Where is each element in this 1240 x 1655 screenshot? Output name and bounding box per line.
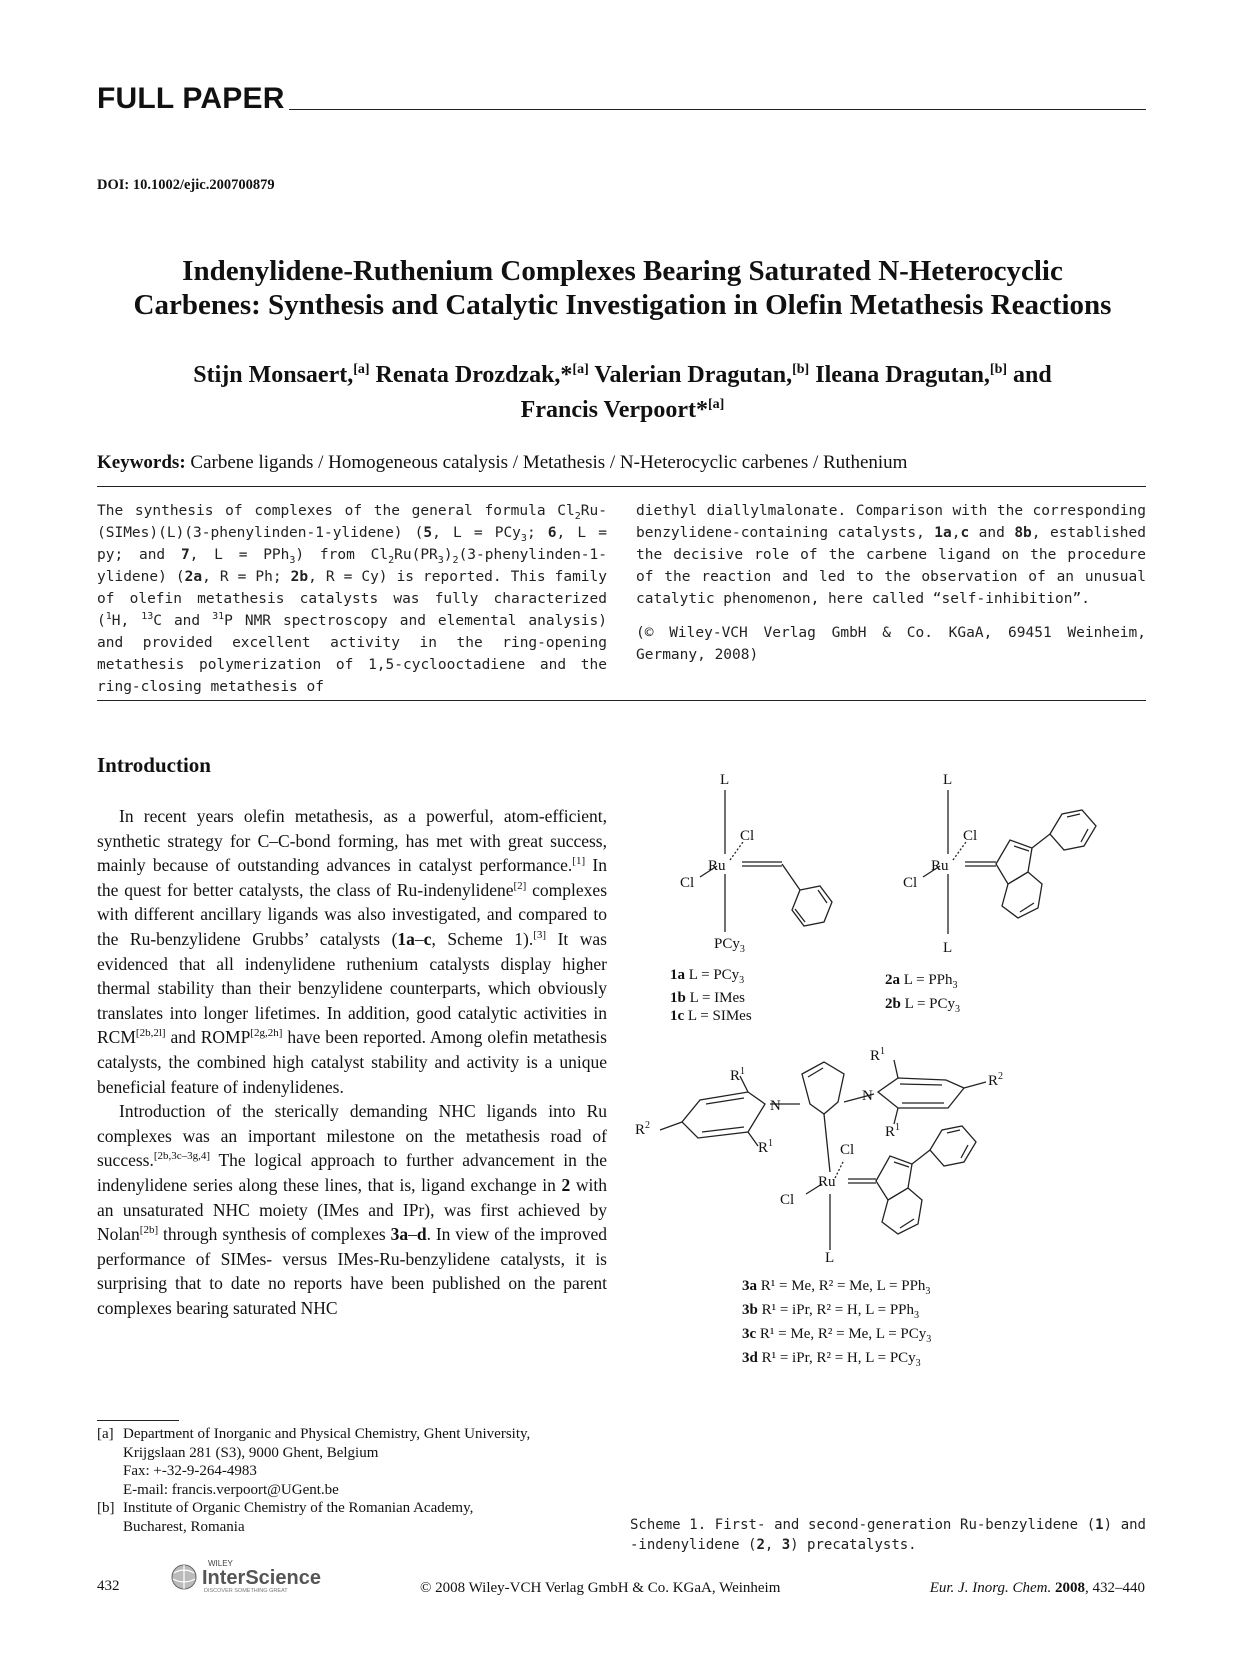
- label-Cl: Cl: [780, 1192, 795, 1208]
- doi: DOI: 10.1002/ejic.200700879: [97, 177, 275, 193]
- author: Stijn Monsaert,: [193, 362, 354, 388]
- label-Cl: Cl: [740, 828, 755, 844]
- svg-text:WILEY: WILEY: [208, 1559, 233, 1568]
- author: Renata Drozdzak,*: [369, 362, 573, 388]
- label-R2: $R^2$: [635, 1120, 651, 1138]
- footnote-email: E-mail: francis.verpoort@UGent.be: [123, 1481, 339, 1498]
- svg-text:InterScience: InterScience: [202, 1567, 321, 1589]
- journal-year: 2008: [1055, 1580, 1085, 1596]
- abstract-rule: [97, 700, 1146, 701]
- abstract-left: [97, 500, 607, 698]
- title-line-2: Carbenes: Synthesis and Catalytic Investigation in Olefin Metathesis Reactions: [133, 289, 1112, 321]
- footnote-tag: [b]: [97, 1500, 115, 1516]
- ligand-L: L: [943, 940, 953, 956]
- label-N: N: [862, 1088, 873, 1104]
- keywords-label: Keywords:: [97, 452, 186, 473]
- footnote-rule: [97, 1420, 179, 1421]
- metal-Ru: Ru: [708, 858, 726, 874]
- wiley-interscience-logo: [168, 1557, 338, 1598]
- journal-pages: , 432–440: [1085, 1580, 1145, 1596]
- metal-Ru: Ru: [818, 1174, 836, 1190]
- svg-text:DISCOVER SOMETHING GREAT: DISCOVER SOMETHING GREAT: [204, 1588, 288, 1593]
- label-R2: $R^2$: [988, 1071, 1004, 1089]
- ligand-L: L: [943, 772, 953, 788]
- footnote-b: [97, 1499, 607, 1536]
- author: Ileana Dragutan,: [809, 362, 990, 388]
- compound-2b: 2b L = PCy$_3$: [885, 996, 961, 1015]
- journal-name: Eur. J. Inorg. Chem.: [929, 1580, 1052, 1596]
- affiliation-mark: [a]: [707, 397, 725, 412]
- author: Francis Verpoort*: [520, 397, 708, 423]
- metal-Ru: Ru: [931, 858, 949, 874]
- footnote-a: [97, 1425, 607, 1499]
- label-R1: $R^1$: [870, 1046, 886, 1064]
- section-label: FULL PAPER: [97, 82, 289, 116]
- label-R1: $R^1$: [730, 1066, 746, 1084]
- paragraph: Introduction of the sterically demanding NHC ligands into Ru complexes was an important milestone on the metathesis road of success.[2b,3c–3g,4] The logical approach to further advancement in the indenylidene series along these lines, that is, ligand exchange in 2 with an unsaturated NHC moiety (IMes and IPr), was first achieved by Nolan[2b] through synthesis of complexes 3a–d. In view of the improved performance of SIMes- versus IMes-Ru-benzylidene catalysts, it is surprising that to date no reports have been published on the parent complexes bearing saturated NHC: [97, 1101, 607, 1318]
- footnote-line: Fax: +-32-9-264-4983: [123, 1463, 257, 1479]
- affiliation-mark: [a]: [353, 362, 370, 377]
- paragraph: In recent years olefin metathesis, as a powerful, atom-efficient, synthetic strategy for C–C-bond forming, has met with great success, mainly because of outstanding advances in catalyst performance.[1] In the quest for better catalysts, the class of Ru-indenylidene[2] complexes with different ancillary ligands was also investigated, and compared to the Ru-benzylidene Grubbs’ catalysts (1a–c, Scheme 1).[3] It was evidenced that all indenylidene ruthenium catalysts display higher thermal stability than their benzylidene counterparts, which obviously translates into longer lifetimes. In addition, good catalytic activities in RCM[2b,2l] and ROMP[2g,2h] have been reported. Among olefin metathesis catalysts, the combined high catalyst stability and activity is a unique beneficial feature of indenylidenes.: [97, 806, 607, 1097]
- affiliation-footnotes: [97, 1425, 607, 1536]
- scheme-1-drawing: [630, 762, 1150, 1462]
- ligand-PCy: PCy$_3$: [714, 936, 745, 955]
- compound-3a: 3a R¹ = Me, R² = Me, L = PPh$_3$: [742, 1278, 931, 1297]
- label-R1: $R^1$: [885, 1122, 901, 1140]
- abstract-right: [636, 500, 1146, 666]
- footnote-line: Institute of Organic Chemistry of the Romanian Academy,: [123, 1500, 474, 1516]
- author: Valerian Dragutan,: [588, 362, 793, 388]
- footnote-line: Bucharest, Romania: [123, 1518, 245, 1535]
- compound-2a: 2a L = PPh$_3$: [885, 972, 958, 991]
- compound-3b: 3b R¹ = iPr, R² = H, L = PPh$_3$: [742, 1302, 920, 1321]
- compound-1b: 1b L = IMes: [670, 990, 745, 1006]
- footnote-line: Krijgslaan 281 (S3), 9000 Ghent, Belgium: [123, 1444, 379, 1461]
- abstract-copyright: (© Wiley-VCH Verlag GmbH & Co. KGaA, 69451 Weinheim, Germany, 2008): [636, 625, 1146, 663]
- affiliation-mark: [b]: [989, 362, 1008, 377]
- scheme-caption: Scheme 1. First- and second-generation Ru-benzylidene (1) and -indenylidene (2, 3) precatalysts.: [630, 1517, 1146, 1553]
- label-Cl: Cl: [963, 828, 978, 844]
- label-R1: $R^1$: [758, 1138, 774, 1156]
- compound-3d: 3d R¹ = iPr, R² = H, L = PCy$_3$: [742, 1350, 921, 1369]
- affiliation-mark: [a]: [572, 362, 589, 377]
- label-Cl: Cl: [903, 875, 918, 891]
- introduction-body: [97, 804, 607, 1320]
- journal-citation: [905, 1580, 1145, 1597]
- label-Cl: Cl: [840, 1142, 855, 1158]
- compound-3c: 3c R¹ = Me, R² = Me, L = PCy$_3$: [742, 1326, 932, 1345]
- label-Cl: Cl: [680, 875, 695, 891]
- abstract-text-left: The synthesis of complexes of the general formula $Cl_2Ru-(SIMes)(L)(3-phenylinden-1-ylidene)$ (5, L = PCy$_3$; 6, L = py; and 7, L = PPh$_3$) from $Cl_2Ru(PR_3)_2(3-phenylinden-1-ylidene)$ (2a, R = Ph; 2b, R = Cy) is reported. This family of olefin metathesis catalysts was fully characterized ($^1$H, $^{13}$C and $^{31}$P NMR spectroscopy and elemental analysis) and provided excellent activity in the ring-opening metathesis polymerization of 1,5-cyclooctadiene and the ring-closing metathesis of: [97, 503, 607, 695]
- article-title: [60, 254, 1185, 322]
- page-number: 432: [97, 1578, 120, 1594]
- footer-copyright: © 2008 Wiley-VCH Verlag GmbH & Co. KGaA, Weinheim: [420, 1580, 781, 1596]
- keywords: [97, 452, 907, 474]
- keywords-list: Carbene ligands / Homogeneous catalysis / Metathesis / N-Heterocyclic carbenes / Ruthenium: [185, 452, 908, 473]
- compound-1a: 1a L = PCy$_3$: [670, 967, 745, 986]
- abstract-text-right: diethyl diallylmalonate. Comparison with the corresponding benzylidene-containing catalysts, 1a,c and 8b, established the decisive role of the carbene ligand on the procedure of the reaction and led to the observation of an unusual catalytic phenomenon, here called “self-inhibition”.: [636, 503, 1146, 607]
- footnote-line: Department of Inorganic and Physical Chemistry, Ghent University,: [123, 1426, 531, 1442]
- title-line-1: Indenylidene-Ruthenium Complexes Bearing Saturated N-Heterocyclic: [182, 255, 1063, 287]
- author-list: [60, 355, 1185, 425]
- section-heading-introduction: Introduction: [97, 753, 211, 777]
- author-conjunction: and: [1007, 362, 1052, 388]
- keywords-rule: [97, 486, 1146, 487]
- compound-1c: 1c L = SIMes: [670, 1008, 752, 1024]
- footnote-tag: [a]: [97, 1426, 114, 1442]
- scheme-1: [630, 762, 1150, 1462]
- ligand-L: L: [720, 772, 730, 788]
- label-N: N: [770, 1098, 781, 1114]
- ligand-L: L: [825, 1250, 835, 1266]
- running-header: [97, 82, 1146, 118]
- affiliation-mark: [b]: [792, 362, 810, 377]
